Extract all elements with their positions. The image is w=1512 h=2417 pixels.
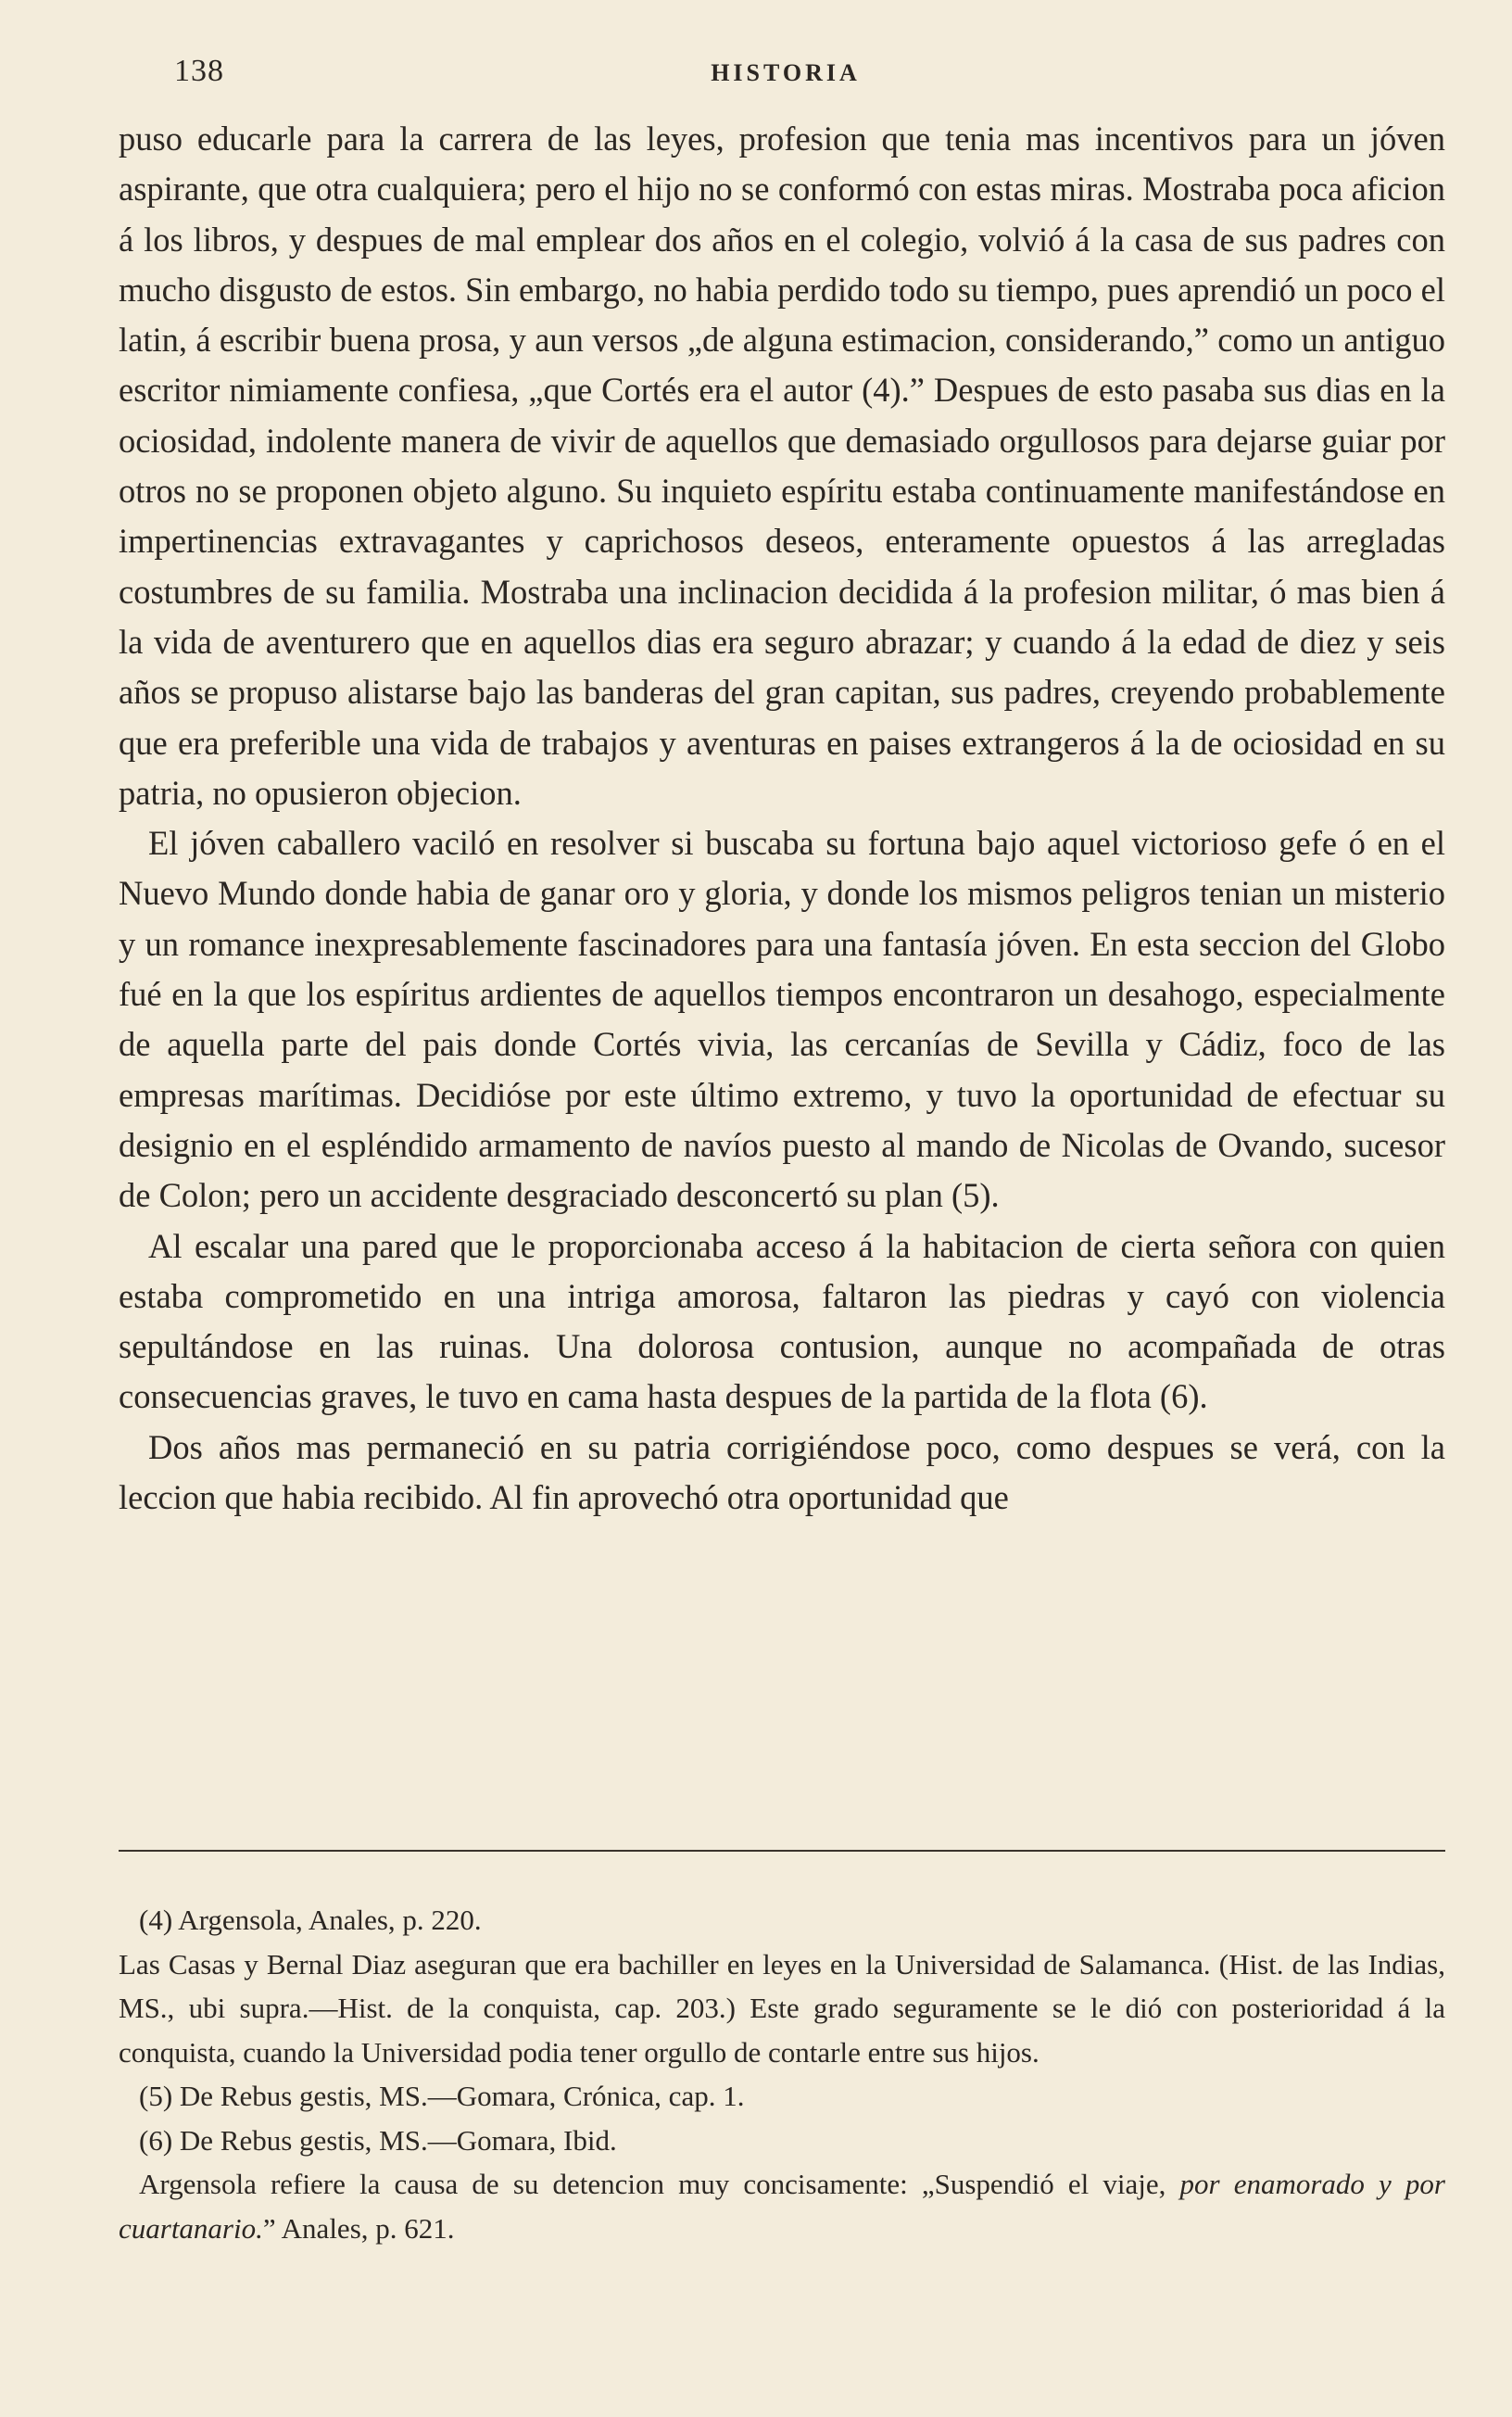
paragraph-3: Al escalar una pared que le proporcionaba acceso á la habitacion de cierta señora con quien estaba comprometido en una intriga amorosa, faltaron las piedras y cayó con violencia sepultándose en las ruinas. Una dolorosa contusion, aunque no acompañada de otras consecuencias graves, le tuvo en cama hasta despues de la partida de la flota (6). [119, 1226, 1445, 1416]
footnote-6-lead: Argensola refiere la causa de su detencion muy concisamente: „Suspendió el viaje, [139, 2168, 1166, 2200]
main-text [119, 114, 1445, 1523]
paragraph-4: Dos años mas permaneció en su patria corrigiéndose poco, como despues se verá, con la leccion que habia recibido. Al fin aprovechó otra oportunidad que [119, 1427, 1445, 1517]
footnotes [119, 1898, 1445, 2250]
footnote-4-continuation: Las Casas y Bernal Diaz aseguran que era bachiller en leyes en la Universidad de Salamanca. (Hist. de las Indias, MS., ubi supra.—Hist. de la conquista, cap. 203.) Este grado seguramente se le dió con posterioridad á la conquista, cuando la Universidad podia tener orgullo de contarle entre sus hijos. [119, 1947, 1445, 2069]
footnote-6-quote-italic: por enamorado y por cuartanario. [119, 2168, 1445, 2245]
running-head: HISTORIA [711, 59, 861, 86]
footnote-4: (4) Argensola, Anales, p. 220. [139, 1904, 482, 1936]
footnote-5: (5) De Rebus gestis, MS.—Gomara, Crónica, cap. 1. [139, 2080, 745, 2112]
page-header [128, 54, 1443, 100]
footnote-6: (6) De Rebus gestis, MS.—Gomara, Ibid. [139, 2123, 617, 2157]
footnote-divider [119, 1850, 1445, 1852]
paragraph-2: El jóven caballero vaciló en resolver si buscaba su fortuna bajo aquel victorioso gefe ó en el Nuevo Mundo donde habia de ganar oro y gloria, y donde los mismos peligros tenian un misterio y un romance inexpresablemente fascinadores para una fantasía jóven. En esta seccion del Globo fué en la que los espíritus ardientes de aquellos tiempos encontraron un desahogo, especialmente de aquella parte del pais donde Cortés vivia, las cercanías de Sevilla y Cádiz, foco de las empresas marítimas. Decidióse por este último extremo, y tuvo la oportunidad de efectuar su designio en el espléndido armamento de navíos puesto al mando de Nicolas de Ovando, sucesor de Colon; pero un accidente desgraciado desconcertó su plan (5). [119, 824, 1445, 1215]
paragraph-1: puso educarle para la carrera de las leyes, profesion que tenia mas incentivos para un jóven aspirante, que otra cualquiera; pero el hijo no se conformó con estas miras. Mostraba poca aficion á los libros, y despues de mal emplear dos años en el colegio, volvió á la casa de sus padres con mucho disgusto de estos. Sin embargo, no habia perdido todo su tiempo, pues aprendió un poco el latin, á escribir buena prosa, y aun versos „de alguna estimacion, considerando,” como un antiguo escritor nimiamente confiesa, „que Cortés era el autor (4).” Despues de esto pasaba sus dias en la ociosidad, indolente manera de vivir de aquellos que demasiado orgullosos para dejarse guiar por otros no se proponen objeto alguno. Su inquieto espíritu estaba continuamente manifestándose en impertinencias extravagantes y caprichosos deseos, enteramente opuestos á las arregladas costumbres de su familia. Mostraba una inclinacion decidida á la profesion militar, ó mas bien á la vida de aventurero que en aquellos dias era seguro abrazar; y cuando á la edad de diez y seis años se propuso alistarse bajo las banderas del gran capitan, sus padres, creyendo probablemente que era preferible una vida de trabajos y aventuras en paises extrangeros á la de ociosidad en su patria, no opusieron objecion. [119, 120, 1445, 812]
footnote-6-continuation [119, 2162, 1445, 2250]
page-number: 138 [174, 54, 224, 88]
footnote-6-tail: ” Anales, p. 621. [262, 2211, 455, 2245]
